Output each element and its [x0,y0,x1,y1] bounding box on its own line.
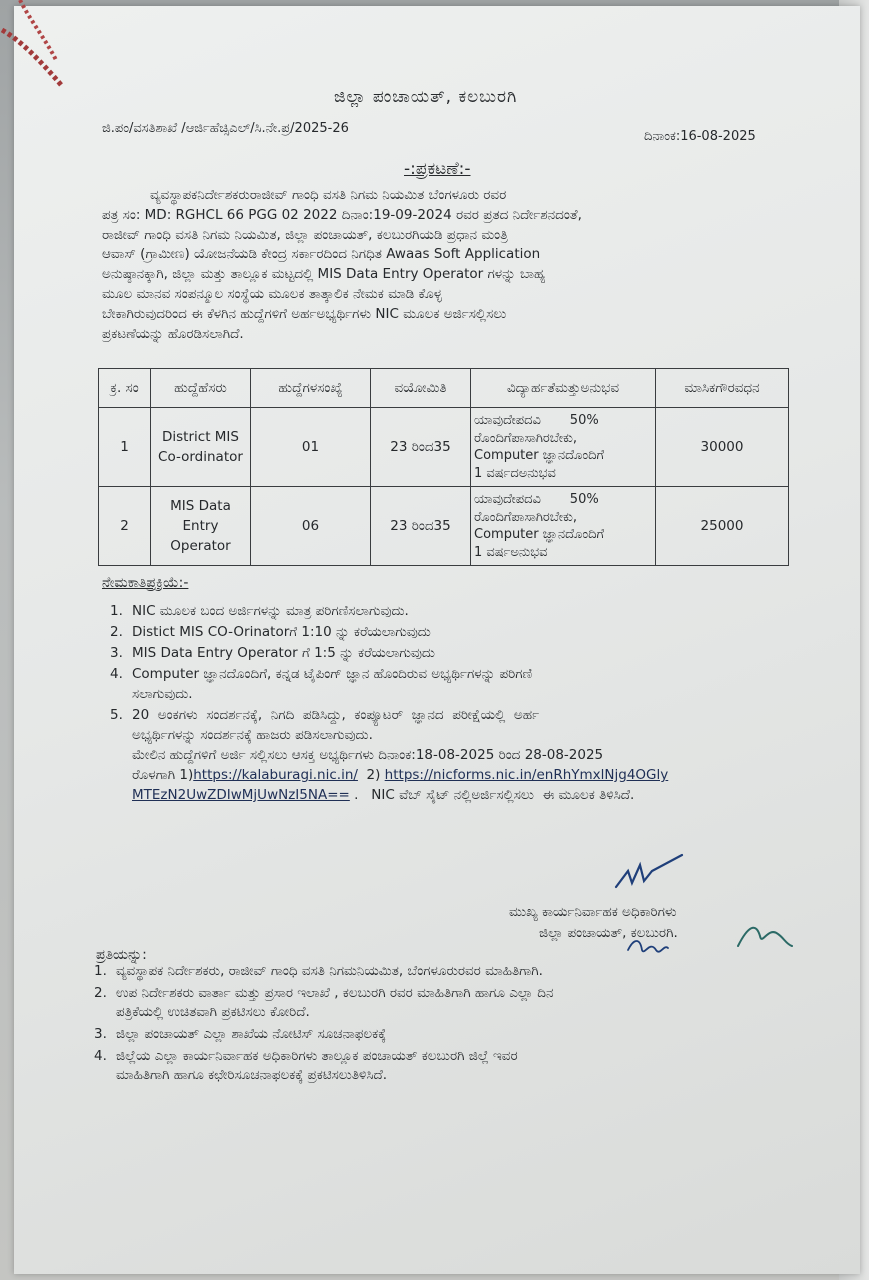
item-text: Computer ಜ್ಞಾನದೊಂದಿಗೆ, ಕನ್ನಡ ಟೈಪಿಂಗ್ ಜ್ಞಾನ ಹೊಂದಿರುವ ಅಭ್ಯರ್ಥಿಗಳನ್ನು ಪರಿಗಣಿ [132,666,533,682]
signatory-office: ಜಿಲ್ಲಾ ಪಂಚಾಯತ್, ಕಲಬುರಗಿ. [539,925,678,941]
item-text: MIS Data Entry Operator ಗೆ 1:5 ನ್ನು ಕರೆಯಲಾಗುವುದು [132,645,435,661]
cell-sl: 2 [99,487,151,566]
item-text: 2) [357,767,385,783]
qual-line: Computer ಜ್ಞಾನದೊಂದಿಗೆ [474,527,605,542]
item-number: 1. [94,963,107,979]
nic-form-link[interactable]: https://nicforms.nic.in/enRhYmxlNjg4OGly [384,767,669,783]
initials-mark [734,916,794,956]
item-text: ಉಪ ನಿರ್ದೇಶಕರು ವಾರ್ತಾ ಮತ್ತು ಪ್ರಸಾರ ಇಲಾಖೆ , ಕಲಬುರಗಿ ರವರ ಮಾಹಿತಿಗಾಗಿ ಹಾಗೂ ಎಲ್ಲಾ ದಿನ [116,985,554,1001]
intro-line: ಪ್ರಕಟಣೆಯನ್ನು ಹೊರಡಿಸಲಾಗಿದೆ. [102,325,244,342]
item-number: 3. [94,1026,107,1042]
copies-heading: ಪ್ರತಿಯನ್ನು: [96,947,147,963]
list-item [94,1047,794,1085]
list-item [94,984,794,1022]
intro-line: ರಾಜೀವ್ ಗಾಂಧಿ ವಸತಿ ನಿಗಮ ನಿಯಮಿತ, ಜಿಲ್ಲಾ ಪಂಚಾಯತ್, ಕಲಬುರಗಿಯಡಿ ಪ್ರಧಾನ ಮಂತ್ರಿ [102,226,508,243]
cell-age: 23 ರಿಂದ35 [371,408,471,487]
qual-line: 1 ವರ್ಷಅನುಭವ [474,544,548,560]
intro-line: ಅನುಷ್ಠಾನಕ್ಕಾಗಿ, ಜಿಲ್ಲಾ ಮತ್ತು ತಾಲ್ಲೂಕ ಮಟ್ಟದಲ್ಲಿ MIS Data Entry Operator ಗಳನ್ನು ಬಾಹ್ಯ [102,266,546,283]
cell-age: 23 ರಿಂದ35 [371,487,471,566]
nic-form-link-continued[interactable]: MTEzN2UwZDIwMjUwNzI5NA== [132,787,350,803]
list-item [102,622,792,642]
cell-salary: 25000 [656,487,789,566]
item-text: ಜಿಲ್ಲಾ ಪಂಚಾಯತ್ ಎಲ್ಲಾ ಶಾಖೆಯ ನೋಟಿಸ್ ಸೂಚನಾಫಲಕಕ್ಕೆ [116,1026,387,1042]
office-title: ಜಿಲ್ಲಾ ಪಂಚಾಯತ್, ಕಲಬುರಗಿ [334,87,518,107]
col-header-count: ಹುದ್ದೆಗಳಸಂಖ್ಯೆ [251,369,371,408]
col-header-qualification: ವಿದ್ಯಾರ್ಹತೆಮತ್ತುಅನುಭವ [471,369,656,408]
item-number: 5. [110,707,123,723]
item-text: Distict MIS CO-Orinatorಗೆ 1:10 ನ್ನು ಕರೆಯಲಾಗುವುದು [132,624,431,640]
col-header-sl: ಕ್ರ. ಸಂ [99,369,151,408]
list-item [94,1025,794,1044]
intro-line: ಮೂಲ ಮಾನವ ಸಂಪನ್ಮೂಲ ಸಂಸ್ಥೆಯ ಮೂಲಕ ತಾತ್ಕಾಲಿಕ ನೇಮಕ ಮಾಡಿ ಕೊಳ್ಳ [102,285,442,302]
item-text: ಜಿಲ್ಲೆಯ ಎಲ್ಲಾ ಕಾರ್ಯನಿರ್ವಾಹಕ ಅಧಿಕಾರಿಗಳು ತಾಲ್ಲೂಕ ಪಂಚಾಯತ್ ಕಲಬುರಗಿ ಜಿಲ್ಲೆ ಇವರ [116,1048,518,1064]
qual-line: ರೊಂದಿಗೆಪಾಸಾಗಿರಬೇಕು, [474,509,578,525]
intro-line: ವ್ಯವಸ್ಥಾಪಕನಿರ್ದೇಶಕರುರಾಜೀವ್ ಗಾಂಧಿ ವಸತಿ ನಿಗಮ ನಿಯಮಿತ ಬೆಂಗಳೂರು ರವರ [150,187,507,203]
item-text: ವ್ಯವಸ್ಥಾಪಕ ನಿರ್ದೇಶಕರು, ರಾಜೀವ್ ಗಾಂಧಿ ವಸತಿ ನಿಗಮನಿಯಮಿತ, ಬೆಂಗಳೂರುರವರ ಮಾಹಿತಿಗಾಗಿ. [116,963,543,979]
qual-line: 1 ವರ್ಷದಅನುಭವ [474,465,556,481]
posts-table [98,368,789,566]
item-text: ಪತ್ರಿಕೆಯಲ್ಲಿ ಉಚಿತವಾಗಿ ಪ್ರಕಟಿಸಲು ಕೋರಿದೆ. [116,1004,310,1020]
list-item [102,643,792,663]
item-text: . NIC ವೆಬ್ ಸೈಟ್ ನಲ್ಲಿಅರ್ಜಿಸಲ್ಲಿಸಲು ಈ ಮೂಲಕ ತಿಳಿಸಿದೆ. [349,787,635,803]
notice-date: ದಿನಾಂಕ:16-08-2025 [644,129,756,144]
reference-number: ಜಿ.ಪಂ/ವಸತಿಶಾಖೆ /ಆರ್ಜಿಹೆಚ್ಸಿಎಲ್/ಸಿ.ನೇ.ಪ್ರ/2025-26 [102,121,349,136]
intro-paragraph [102,186,782,344]
district-website-link[interactable]: https://kalaburagi.nic.in/ [193,767,358,783]
procedure-list [102,601,792,806]
item-number: 3. [110,645,123,661]
procedure-heading: ನೇಮಕಾತಿಪ್ರಕ್ರಿಯೆ:- [102,575,189,591]
col-header-salary: ಮಾಸಿಕಗೌರವಧನ [656,369,789,408]
notice-heading: -:ಪ್ರಕಟಣೆ:- [404,159,471,179]
initials-mark-small [624,936,672,958]
binding-string [0,0,70,90]
table-row [99,408,789,487]
qual-line: ಯಾವುದೇಪದವಿ 50% [474,492,599,507]
cell-qualification [471,408,656,487]
item-text: NIC ಮೂಲಕ ಬಂದ ಅರ್ಜಿಗಳನ್ನು ಮಾತ್ರ ಪರಿಗಣಿಸಲಾಗುವುದು. [132,603,409,619]
qual-line: Computer ಜ್ಞಾನದೊಂದಿಗೆ [474,448,605,463]
table-header-row [99,369,789,408]
intro-line: ಪತ್ರ ಸಂ: MD: RGHCL 66 PGG 02 2022 ದಿನಾಂ:19-09-2024 ರವರ ಪ್ರತದ ನಿರ್ದೇಶನದಂತೆ, [102,206,582,223]
item-text: ಸಲಾಗುವುದು. [132,686,193,702]
cell-count: 06 [251,487,371,566]
table-row [99,487,789,566]
item-number: 4. [110,666,123,682]
signatory-designation: ಮುಖ್ಯ ಕಾರ್ಯನಿರ್ವಾಹಕ ಅಧಿಕಾರಿಗಳು [509,904,677,920]
col-header-post: ಹುದ್ದೆಹೆಸರು [151,369,251,408]
list-item [102,601,792,621]
item-text: ಮಾಹಿತಿಗಾಗಿ ಹಾಗೂ ಕಛೇರಿಸೂಚನಾಫಲಕಕ್ಕೆ ಪ್ರಕಟಿಸಲುತಿಳಿಸಿದೆ. [116,1067,388,1083]
qual-line: ರೊಂದಿಗೆಪಾಸಾಗಿರಬೇಕು, [474,430,578,446]
cell-post: MIS Data Entry Operator [151,487,251,566]
item-number: 1. [110,603,123,619]
cell-count: 01 [251,408,371,487]
item-number: 2. [110,624,123,640]
item-text: 20 ಅಂಕಗಳು ಸಂದರ್ಶನಕ್ಕೆ, ನಿಗದಿ ಪಡಿಸಿದ್ದು, ಕಂಪ್ಯೂಟರ್ ಜ್ಞಾನದ ಪರೀಕ್ಷೆಯಲ್ಲಿ ಅರ್ಹ [132,707,540,723]
intro-line: ಬೇಕಾಗಿರುವುದರಿಂದ ಈ ಕೆಳಗಿನ ಹುದ್ದೆಗಳಿಗೆ ಅರ್ಹಅಭ್ಯರ್ಥಿಗಳು NIC ಮೂಲಕ ಅರ್ಜಿಸಲ್ಲಿಸಲು [102,305,507,322]
list-item [102,705,792,805]
officer-signature [612,851,692,896]
copies-list [94,962,794,1088]
item-text: ಮೇಲಿನ ಹುದ್ದೆಗಳಿಗೆ ಅರ್ಜಿ ಸಲ್ಲಿಸಲು ಆಸಕ್ತ ಅಭ್ಯರ್ಥಿಗಳು ದಿನಾಂಕ:18-08-2025 ರಿಂದ 28-08-2025 [132,747,604,763]
item-text: ರೊಳಗಾಗಿ 1) [132,767,194,783]
item-text: ಅಭ್ಯರ್ಥಿಗಳನ್ನು ಸಂದರ್ಶನಕ್ಕೆ ಹಾಜರು ಪಡಿಸಲಾಗುವುದು. [132,727,373,743]
item-number: 4. [94,1048,107,1064]
cell-post: District MIS Co-ordinator [151,408,251,487]
list-item [102,664,792,704]
cell-sl: 1 [99,408,151,487]
list-item [94,962,794,981]
document-page [14,6,860,1274]
col-header-age: ವಯೋಮಿತಿ [371,369,471,408]
intro-line: ಆವಾಸ್ (ಗ್ರಾಮೀಣ) ಯೋಜನೆಯಡಿ ಕೇಂದ್ರ ಸರ್ಕಾರದಿಂದ ನಿಗಧಿತ Awaas Soft Application [102,246,541,263]
item-number: 2. [94,985,107,1001]
cell-qualification [471,487,656,566]
cell-salary: 30000 [656,408,789,487]
qual-line: ಯಾವುದೇಪದವಿ 50% [474,413,599,428]
